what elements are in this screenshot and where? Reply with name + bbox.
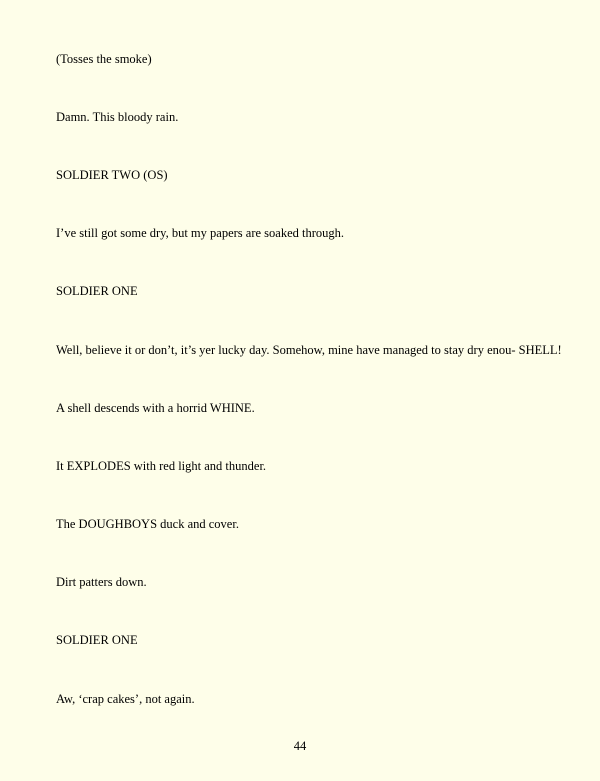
character-name-soldier-one: SOLDIER ONE bbox=[56, 284, 138, 298]
parenthetical-tosses-smoke: (Tosses the smoke) bbox=[56, 52, 152, 66]
character-name-soldier-one: SOLDIER ONE bbox=[56, 633, 138, 647]
dialogue-line: Well, believe it or don’t, it’s yer lucky day. Somehow, mine have managed to stay dry enou- SHELL! bbox=[56, 343, 562, 357]
action-line: It EXPLODES with red light and thunder. bbox=[56, 459, 267, 473]
dialogue-line: I’ve still got some dry, but my papers are soaked through. bbox=[56, 226, 345, 240]
dialogue-line: Aw, ‘crap cakes’, not again. bbox=[56, 692, 195, 706]
dialogue-line: Damn. This bloody rain. bbox=[56, 110, 179, 124]
action-line: The DOUGHBOYS duck and cover. bbox=[56, 517, 239, 531]
action-line: A shell descends with a horrid WHINE. bbox=[56, 401, 255, 415]
page-number: 44 bbox=[293, 739, 307, 753]
action-line: Dirt patters down. bbox=[56, 575, 147, 589]
character-name-soldier-two: SOLDIER TWO (OS) bbox=[56, 168, 168, 182]
